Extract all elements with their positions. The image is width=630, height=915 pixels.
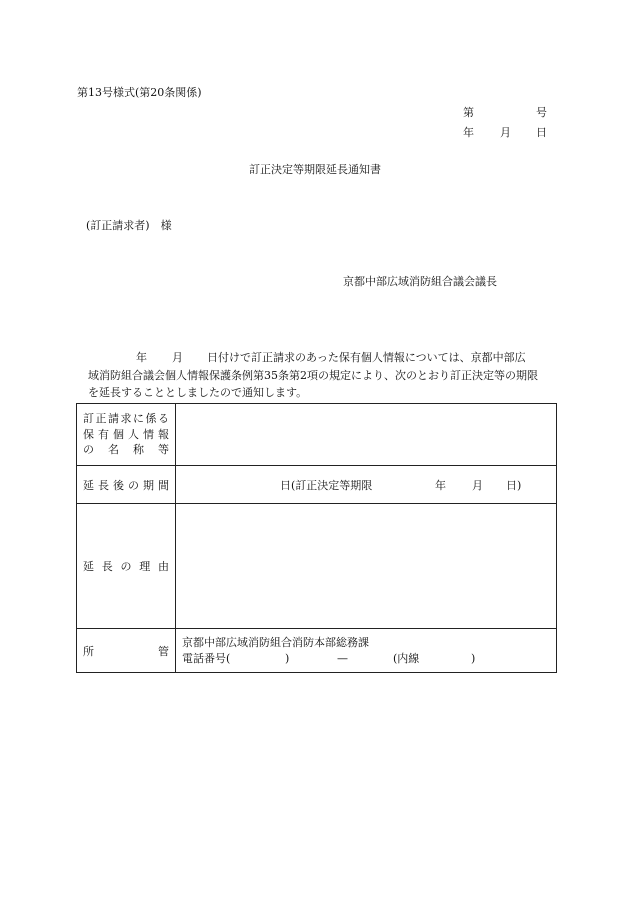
label-reason: 延 長 の 理 由	[77, 504, 176, 629]
row-extended-period	[77, 466, 557, 504]
label-extended-period: 延 長 後 の 期 間	[77, 466, 176, 504]
date-year: 年	[463, 126, 474, 139]
value-extended-period[interactable]	[176, 466, 557, 504]
ext-year: 年	[435, 478, 446, 492]
ext-month: 月	[472, 478, 483, 492]
phone-number	[182, 651, 550, 667]
notice-table	[76, 403, 557, 673]
body-line-1	[88, 349, 558, 367]
row-reason	[77, 504, 557, 629]
extension-label: (内線	[393, 651, 420, 665]
ext-day-deadline: 日(訂正決定等期限	[280, 478, 373, 492]
value-info-name[interactable]	[176, 404, 557, 466]
row-department	[77, 629, 557, 673]
extension-paren-close: )	[471, 651, 476, 665]
value-department	[176, 629, 557, 673]
form-number: 第13号様式(第20条関係)	[77, 86, 202, 99]
value-reason[interactable]	[176, 504, 557, 629]
ext-day-close: 日)	[506, 478, 522, 492]
row-info-name	[77, 404, 557, 466]
phone-dash: —	[337, 651, 348, 665]
label-line-1: 訂 正 請 求 に 係 る	[83, 412, 169, 426]
label-line-3: の 名 称 等	[83, 443, 169, 457]
date-month: 月	[500, 126, 511, 139]
department-name: 京都中部広域消防組合消防本部総務課	[182, 635, 369, 649]
sender: 京都中部広域消防組合議会議長	[343, 275, 497, 288]
body-year: 年	[136, 351, 147, 364]
label-info-name	[77, 404, 176, 466]
body-month: 月	[172, 351, 183, 364]
addressee: (訂正請求者) 様	[86, 219, 172, 232]
doc-number-dai: 第	[463, 106, 474, 119]
body-line-3: を延長することとしましたので通知します。	[88, 386, 308, 399]
body-line-2: 域消防組合議会個人情報保護条例第35条第2項の規定により、次のとおり訂正決定等の期限	[88, 368, 538, 382]
date-day: 日	[536, 126, 547, 139]
notice-body	[88, 349, 558, 402]
body-line-1-text: 日付けで訂正請求のあった保有個人情報については、京都中部広	[207, 351, 526, 364]
doc-number-go: 号	[536, 106, 547, 119]
label-line-2: 保 有 個 人 情 報	[83, 427, 169, 441]
phone-paren-close: )	[285, 651, 290, 665]
document-title: 訂正決定等期限延長通知書	[249, 163, 381, 176]
phone-label: 電話番号(	[182, 651, 231, 665]
label-department: 所 管	[77, 629, 176, 673]
